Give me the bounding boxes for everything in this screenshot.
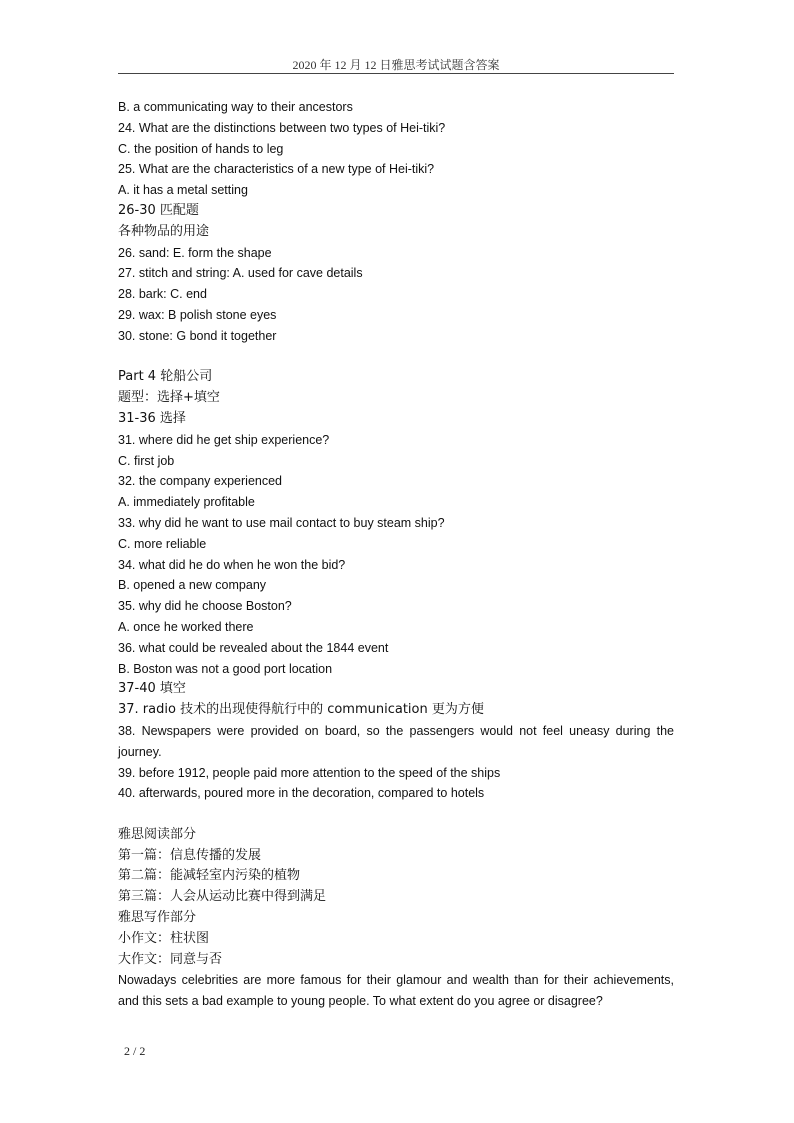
text-line: 各种物品的用途 xyxy=(118,223,210,239)
section-heading: 26-30 匹配题 xyxy=(118,202,199,218)
text-line: 29. wax: B polish stone eyes xyxy=(118,307,277,322)
text-line: A. it has a metal setting xyxy=(118,183,248,198)
text-line: 31. where did he get ship experience? xyxy=(118,432,330,447)
text-paragraph: Nowadays celebrities are more famous for their glamour and wealth than for their achievements, and this sets a bad example to young people. To what extent do you agree or disagree? xyxy=(118,973,674,1009)
text-line: 24. What are the distinctions between two types of Hei-tiki? xyxy=(118,120,446,135)
text-line: 35. why did he choose Boston? xyxy=(118,599,292,614)
text-line: B. opened a new company xyxy=(118,578,267,593)
text-line: 第一篇：信息传播的发展 xyxy=(118,847,262,863)
section-heading: 31-36 选择 xyxy=(118,410,186,426)
section-heading: 37-40 填空 xyxy=(118,681,186,697)
text-line: 第二篇：能减轻室内污染的植物 xyxy=(118,868,301,884)
text-line: 34. what did he do when he won the bid? xyxy=(118,557,346,572)
text-line: C. the position of hands to leg xyxy=(118,141,284,156)
text-line: 37. radio 技术的出现使得航行中的 communication 更为方便 xyxy=(118,702,484,718)
text-line: 39. before 1912, people paid more attention to the speed of the ships xyxy=(118,765,501,780)
page-header: 2020 年 12 月 12 日雅思考试试题含答案 xyxy=(292,58,500,72)
text-line: 36. what could be revealed about the 1844 event xyxy=(118,640,389,655)
text-line: 32. the company experienced xyxy=(118,474,282,489)
text-line: 30. stone: G bond it together xyxy=(118,328,277,343)
text-paragraph: 38. Newspapers were provided on board, so the passengers would not feel uneasy during the journey. xyxy=(118,723,674,759)
text-line: A. immediately profitable xyxy=(118,495,255,510)
document-body xyxy=(118,97,674,1012)
text-line: 题型：选择+填空 xyxy=(118,390,220,406)
text-line: C. more reliable xyxy=(118,536,207,551)
text-line: 26. sand: E. form the shape xyxy=(118,245,272,260)
section-heading: Part 4 轮船公司 xyxy=(118,369,213,385)
text-line: 28. bark: C. end xyxy=(118,287,207,302)
text-line: 小作文：柱状图 xyxy=(118,930,210,946)
text-line: 大作文：同意与否 xyxy=(118,951,223,967)
text-line: A. once he worked there xyxy=(118,619,254,634)
text-line: 第三篇：人会从运动比赛中得到满足 xyxy=(118,889,327,905)
text-line: 27. stitch and string: A. used for cave details xyxy=(118,266,363,281)
text-line: 25. What are the characteristics of a new type of Hei-tiki? xyxy=(118,162,435,177)
text-line: C. first job xyxy=(118,453,175,468)
section-heading: 雅思写作部分 xyxy=(118,910,197,926)
blank-line xyxy=(118,804,674,825)
text-line: B. a communicating way to their ancestors xyxy=(118,100,353,114)
text-line: B. Boston was not a good port location xyxy=(118,661,333,676)
header-divider xyxy=(118,73,674,74)
page-number: 2 / 2 xyxy=(124,1044,146,1058)
blank-line xyxy=(118,347,674,368)
text-line: 33. why did he want to use mail contact to buy steam ship? xyxy=(118,515,445,530)
section-heading: 雅思阅读部分 xyxy=(118,826,197,842)
text-line: 40. afterwards, poured more in the decoration, compared to hotels xyxy=(118,786,485,801)
